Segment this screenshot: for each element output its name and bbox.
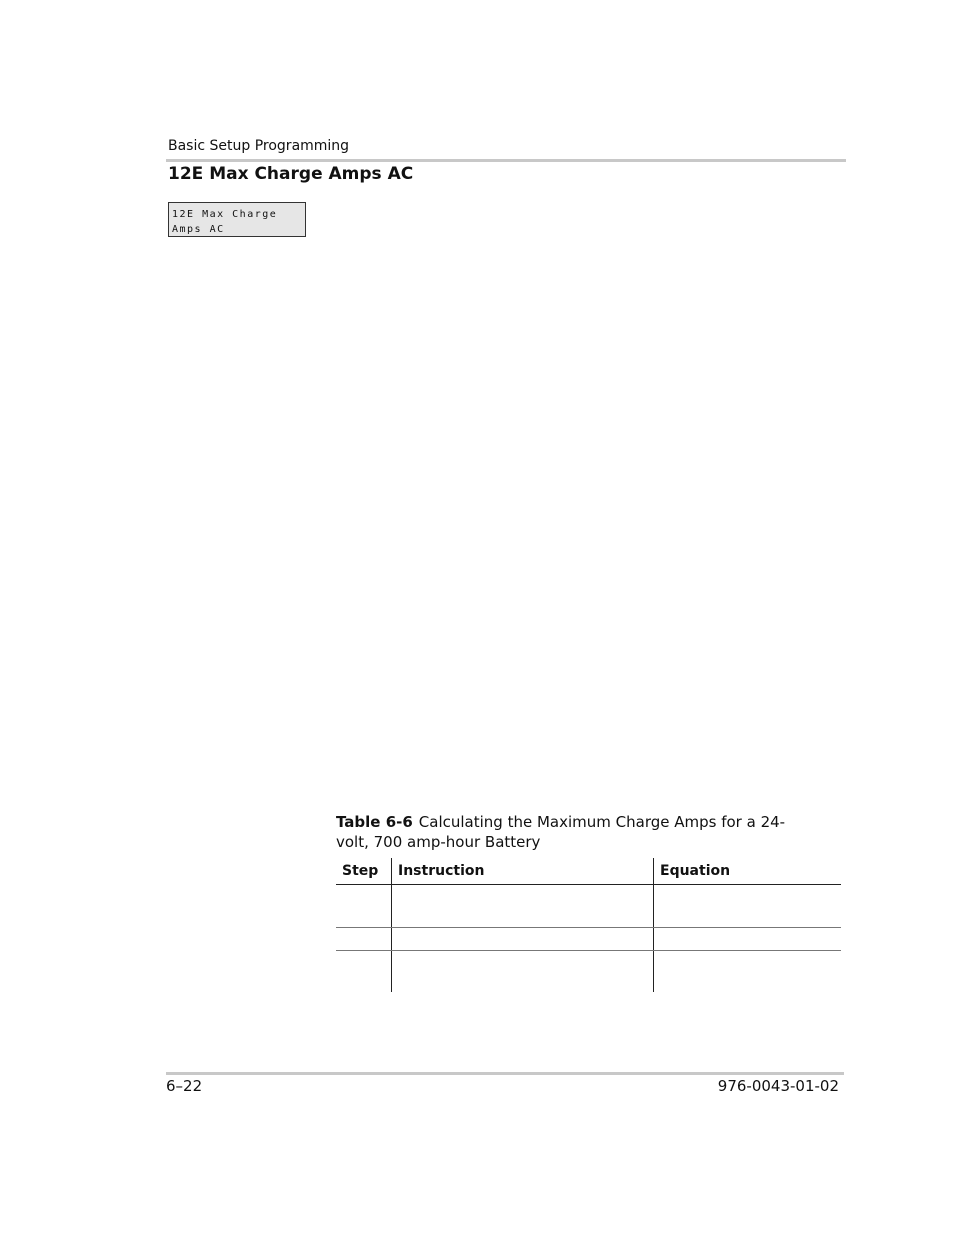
column-header-step: Step: [336, 858, 392, 885]
document-number: 976-0043-01-02: [717, 1077, 839, 1095]
cell-instruction: [392, 928, 654, 951]
cell-equation: [654, 951, 842, 993]
table-row: [336, 928, 841, 951]
table-row: [336, 951, 841, 993]
lcd-display: [168, 202, 306, 237]
section-title: 12E Max Charge Amps AC: [168, 164, 414, 184]
table-caption-text: Calculating the Maximum Charge Amps for a 24-volt, 700 amp-hour Battery: [336, 813, 786, 851]
lcd-line-1: 12E Max Charge: [172, 209, 278, 220]
cell-step: [336, 885, 392, 928]
lcd-line-2: Amps AC: [172, 224, 225, 235]
running-header: Basic Setup Programming: [168, 138, 350, 154]
footer-rule: [166, 1072, 844, 1075]
column-header-equation: Equation: [654, 858, 842, 885]
table-caption: [336, 812, 816, 852]
column-header-instruction: Instruction: [392, 858, 654, 885]
header-rule: [166, 159, 846, 162]
table-caption-label: Table 6-6: [336, 813, 413, 831]
page-number: 6–22: [166, 1077, 203, 1095]
cell-step: [336, 951, 392, 993]
cell-equation: [654, 928, 842, 951]
charge-amps-table: [336, 858, 841, 992]
table-header-row: [336, 858, 841, 885]
cell-instruction: [392, 885, 654, 928]
cell-step: [336, 928, 392, 951]
cell-equation: [654, 885, 842, 928]
cell-instruction: [392, 951, 654, 993]
table-row: [336, 885, 841, 928]
